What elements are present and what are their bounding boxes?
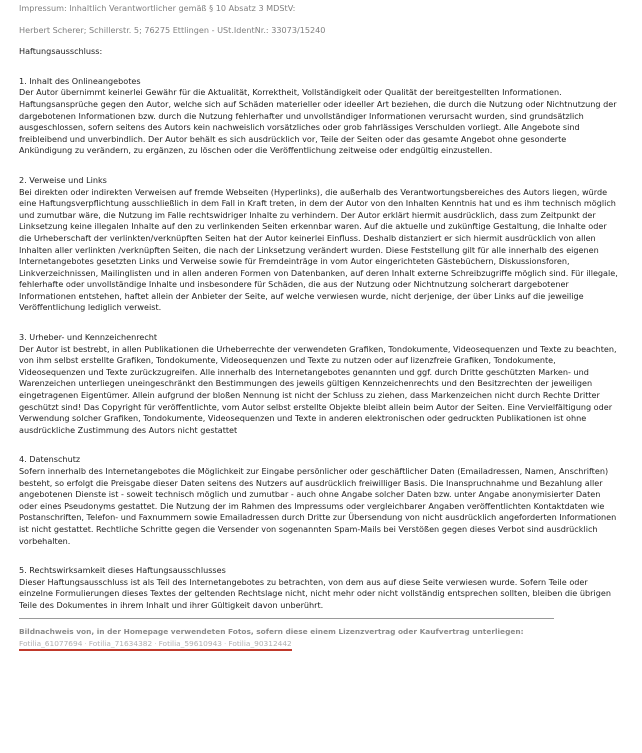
section-title: 4. Datenschutz xyxy=(19,454,81,465)
fotolia-link-71634382[interactable]: Fotilia_71634382 xyxy=(88,638,153,648)
section-body: Dieser Haftungsausschluss ist als Teil des Internetangebotes zu betrachten, von dem aus auf diese Seite verwiesen wurde. Sofern Teile oder einzelne Formulierungen dieses Textes der geltenden Rechtslage nicht, nicht mehr oder nicht vollständig entsprechen sollten, bleiben die übrigen Teile des Dokumentes in ihrem Inhalt und ihrer Gültigkeit davon unberührt. xyxy=(19,576,611,610)
section-links xyxy=(19,175,619,314)
footer-divider xyxy=(19,618,554,619)
fotolia-link-59610943[interactable]: Fotilia_59610943 xyxy=(158,638,222,648)
photo-credit-note: Bildnachweis von, in der Homepage verwendeten Fotos, sofern diese einem Lizenzvertrag oder Kaufvertrag unterliegen: xyxy=(19,626,524,636)
fotolia-link-90312442[interactable]: Fotilia_90312442 xyxy=(228,638,292,648)
fotolia-link-61077694[interactable]: Fotilia_61077694 xyxy=(19,638,83,648)
section-copyright xyxy=(19,332,619,436)
section-validity xyxy=(19,565,619,611)
section-body: Sofern innerhalb des Internetangebotes die Möglichkeit zur Eingabe persönlicher oder geschäftlicher Daten (Emailadressen, Namen, Anschriften) besteht, so erfolgt die Preisgabe dieser Daten seitens des Nutzers auf ausdrücklich freiwilliger Basis. Die Inanspruchnahme und Bezahlung aller angebotenen Dienste ist - soweit technisch möglich und zumutbar - auch ohne Angabe solcher Daten bzw. unter Angabe anonymisierter Daten oder eines Pseudonyms gestattet. Die Nutzung der im Rahmen des Impressums oder vergleichbarer Angaben veröffentlichten Kontaktdaten wie Postanschriften, Telefon- und Faxnummern sowie Emailadressen durch Dritte zur Übersendung von nicht ausdrücklich angeforderten Informationen ist nicht gestattet. Rechtliche Schritte gegen die Versender von sogenannten Spam-Mails bei Verstößen gegen dieses Verbot sind ausdrücklich vorbehalten. xyxy=(19,466,617,546)
impressum-page xyxy=(19,3,619,651)
disclaimer-title: Haftungsausschluss: xyxy=(19,46,103,57)
section-title: 2. Verweise und Links xyxy=(19,174,107,185)
section-title: 5. Rechtswirksamkeit dieses Haftungsausschlusses xyxy=(19,565,226,576)
section-content xyxy=(19,76,619,157)
address-line: Herbert Scherer; Schillerstr. 5; 76275 Ettlingen - USt.IdentNr.: 33073/15240 xyxy=(19,24,326,35)
section-body: Der Autor übernimmt keinerlei Gewähr für die Aktualität, Korrektheit, Vollständigkeit oder Qualität der bereitgestellten Informationen. Haftungsansprüche gegen den Autor, welche sich auf Schäden materieller oder ideeller Art beziehen, die durch die Nutzung oder Nichtnutzung der dargebotenen Informationen bzw. durch die Nutzung fehlerhafter und unvollständiger Informationen verursacht wurden, sind grundsätzlich ausgeschlossen, sofern seitens des Autors kein nachweislich vorsätzliches oder grob fahrlässiges Verschulden vorliegt. Alle Angebote sind freibleibend und unverbindlich. Der Autor behält es sich ausdrücklich vor, Teile der Seiten oder das gesamte Angebot ohne gesonderte Ankündigung zu verändern, zu ergänzen, zu löschen oder die Veröffentlichung zeitweise oder endgültig einzustellen. xyxy=(19,87,617,156)
impressum-line: Impressum: Inhaltlich Verantwortlicher gemäß § 10 Absatz 3 MDStV: xyxy=(19,3,296,13)
section-privacy xyxy=(19,454,619,547)
section-body: Der Autor ist bestrebt, in allen Publikationen die Urheberrechte der verwendeten Grafiken, Tondokumente, Videosequenzen und Texte zu beachten, von ihm selbst erstellte Grafiken, Tondokumente, Videosequenzen und Texte zu nutzen oder auf lizenzfreie Grafiken, Tondokumente, Videosequenzen und Texte zurückzugreifen. Alle innerhalb des Internetangebotes genannten und ggf. durch Dritte geschützten Marken- und Warenzeichen unterliegen uneingeschränkt den Bestimmungen des jeweils gültigen Kennzeichenrechts und den Besitzrechten der jeweiligen eingetragenen Eigentümer. Allein aufgrund der bloßen Nennung ist nicht der Schluss zu ziehen, dass Markenzeichen nicht durch Rechte Dritter geschützt sind! Das Copyright für veröffentlichte, vom Autor selbst erstellte Objekte bleibt allein beim Autor der Seiten. Eine Vervielfältigung oder Verwendung solcher Grafiken, Tondokumente, Videosequenzen und Texte in anderen elektronischen oder gedruckten Publikationen ist ohne ausdrückliche Zustimmung des Autors nicht gestattet xyxy=(19,343,617,435)
photo-credit-links: Fotilia_61077694 · Fotilia_71634382 · Fotilia_59610943 · Fotilia_90312442 xyxy=(19,639,292,651)
section-title: 1. Inhalt des Onlineangebotes xyxy=(19,75,141,86)
section-body: Bei direkten oder indirekten Verweisen auf fremde Webseiten (Hyperlinks), die außerhalb des Verantwortungsbereiches des Autors liegen, würde eine Haftungsverpflichtung ausschließlich in dem Fall in Kraft treten, in dem der Autor von den Inhalten Kenntnis hat und es ihm technisch möglich und zumutbar wäre, die Nutzung im Falle rechtswidriger Inhalte zu verhindern. Der Autor erklärt hiermit ausdrücklich, dass zum Zeitpunkt der Linksetzung keine illegalen Inhalte auf den zu verlinkenden Seiten erkennbar waren. Auf die aktuelle und zukünftige Gestaltung, die Inhalte oder die Urheberschaft der verlinkten/verknüpften Seiten hat der Autor keinerlei Einfluss. Deshalb distanziert er sich hiermit ausdrücklich von allen Inhalten aller verlinkten /verknüpften Seiten, die nach der Linksetzung verändert wurden. Diese Feststellung gilt für alle innerhalb des eigenen Internetangebotes gesetzten Links und Verweise sowie für Fremdeinträge in vom Autor eingerichteten Gästebüchern, Diskussionsforen, Linkverzeichnissen, Mailinglisten und in allen anderen Formen von Datenbanken, auf deren Inhalt externe Schreibzugriffe möglich sind. Für illegale, fehlerhafte oder unvollständige Inhalte und insbesondere für Schäden, die aus der Nutzung oder Nichtnutzung solcherart dargebotener Informationen entstehen, haftet allein der Anbieter der Seite, auf welche verwiesen wurde, nicht derjenige, der über Links auf die jeweilige Veröffentlichung lediglich verweist. xyxy=(19,186,618,313)
section-title: 3. Urheber- und Kennzeichenrecht xyxy=(19,332,158,343)
